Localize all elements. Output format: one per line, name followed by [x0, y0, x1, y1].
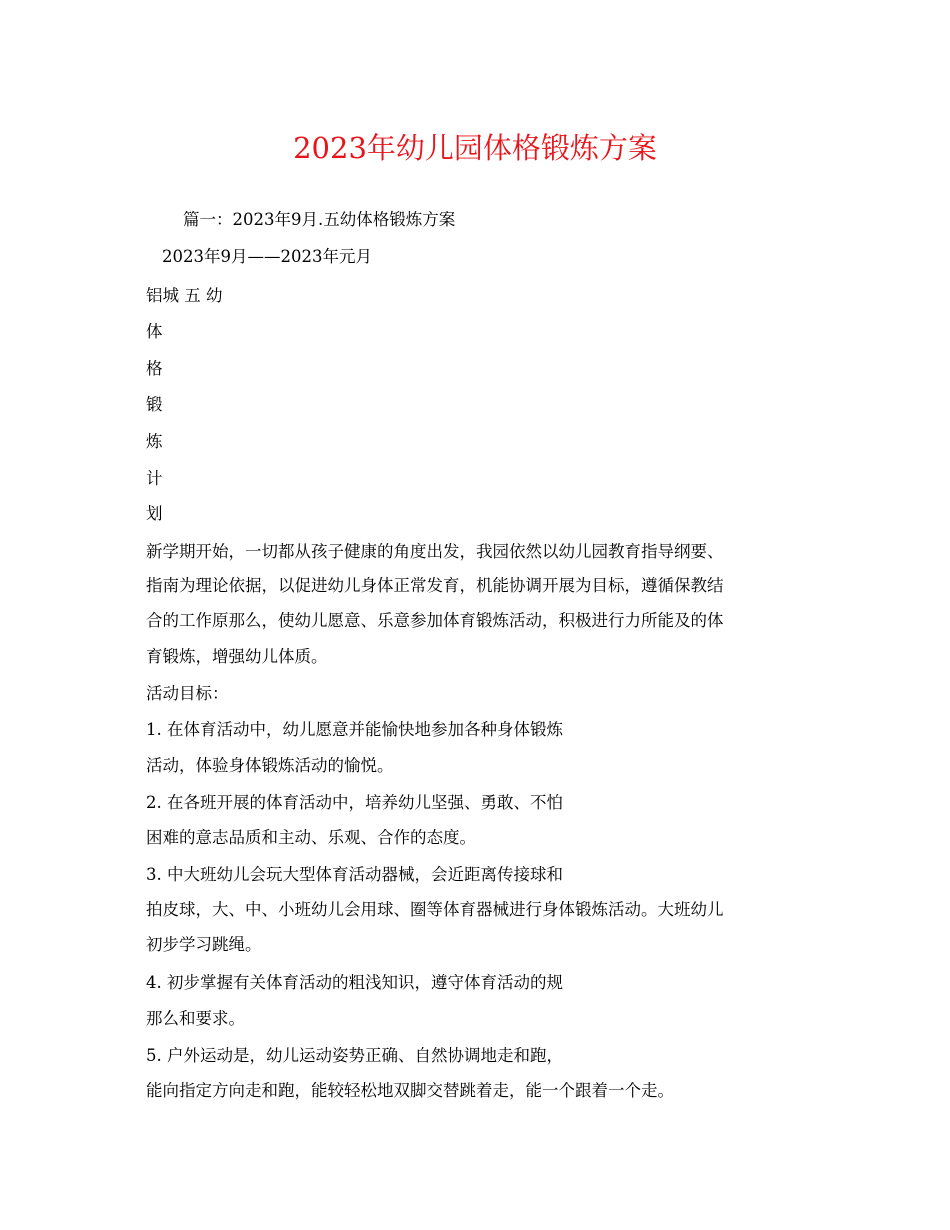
- goal-item-line: 2. 在各班开展的体育活动中，培养幼儿坚强、勇敢、不怕: [146, 793, 563, 812]
- goal-item-line: 4. 初步掌握有关体育活动的粗浅知识，遵守体育活动的规: [146, 973, 563, 992]
- body-paragraph-line: 育锻炼，增强幼儿体质。: [146, 647, 328, 666]
- goal-item-line: 1. 在体育活动中，幼儿愿意并能愉快地参加各种身体锻炼: [146, 720, 563, 739]
- goals-heading: 活动目标：: [146, 684, 229, 703]
- document-title: 2023年幼儿园体格锻炼方案: [293, 131, 657, 165]
- vertical-char: 格: [146, 359, 163, 378]
- date-range: 2023年9月——2023年元月: [162, 247, 372, 266]
- goal-item-line: 困难的意志品质和主动、乐观、合作的态度。: [146, 828, 476, 847]
- goal-item-line: 5. 户外运动是，幼儿运动姿势正确、自然协调地走和跑，: [146, 1046, 563, 1065]
- body-paragraph-line: 新学期开始，一切都从孩子健康的角度出发，我园依然以幼儿园教育指导纲要、: [146, 542, 724, 561]
- goal-item-line: 那么和要求。: [146, 1009, 245, 1028]
- goal-item-line: 活动，体验身体锻炼活动的愉悦。: [146, 756, 394, 775]
- vertical-char: 炼: [146, 432, 163, 451]
- school-name: 铝城 五 幼: [146, 286, 223, 305]
- body-paragraph-line: 合的工作原那么，使幼儿愿意、乐意参加体育锻炼活动，积极进行力所能及的体: [146, 611, 724, 630]
- vertical-char: 划: [146, 504, 163, 523]
- section-heading: 篇一：2023年9月.五幼体格锻炼方案: [183, 210, 456, 229]
- goal-item-line: 能向指定方向走和跑，能较轻松地双脚交替跳着走，能一个跟着一个走。: [146, 1081, 674, 1100]
- goal-item-line: 3. 中大班幼儿会玩大型体育活动器械，会近距离传接球和: [146, 865, 563, 884]
- vertical-char: 计: [146, 469, 163, 488]
- vertical-char: 锻: [146, 395, 163, 414]
- goal-item-line: 拍皮球，大、中、小班幼儿会用球、圈等体育器械进行身体锻炼活动。大班幼儿: [146, 900, 724, 919]
- body-paragraph-line: 指南为理论依据，以促进幼儿身体正常发育，机能协调开展为目标，遵循保教结: [146, 576, 724, 595]
- goal-item-line: 初步学习跳绳。: [146, 935, 262, 954]
- vertical-char: 体: [146, 322, 163, 341]
